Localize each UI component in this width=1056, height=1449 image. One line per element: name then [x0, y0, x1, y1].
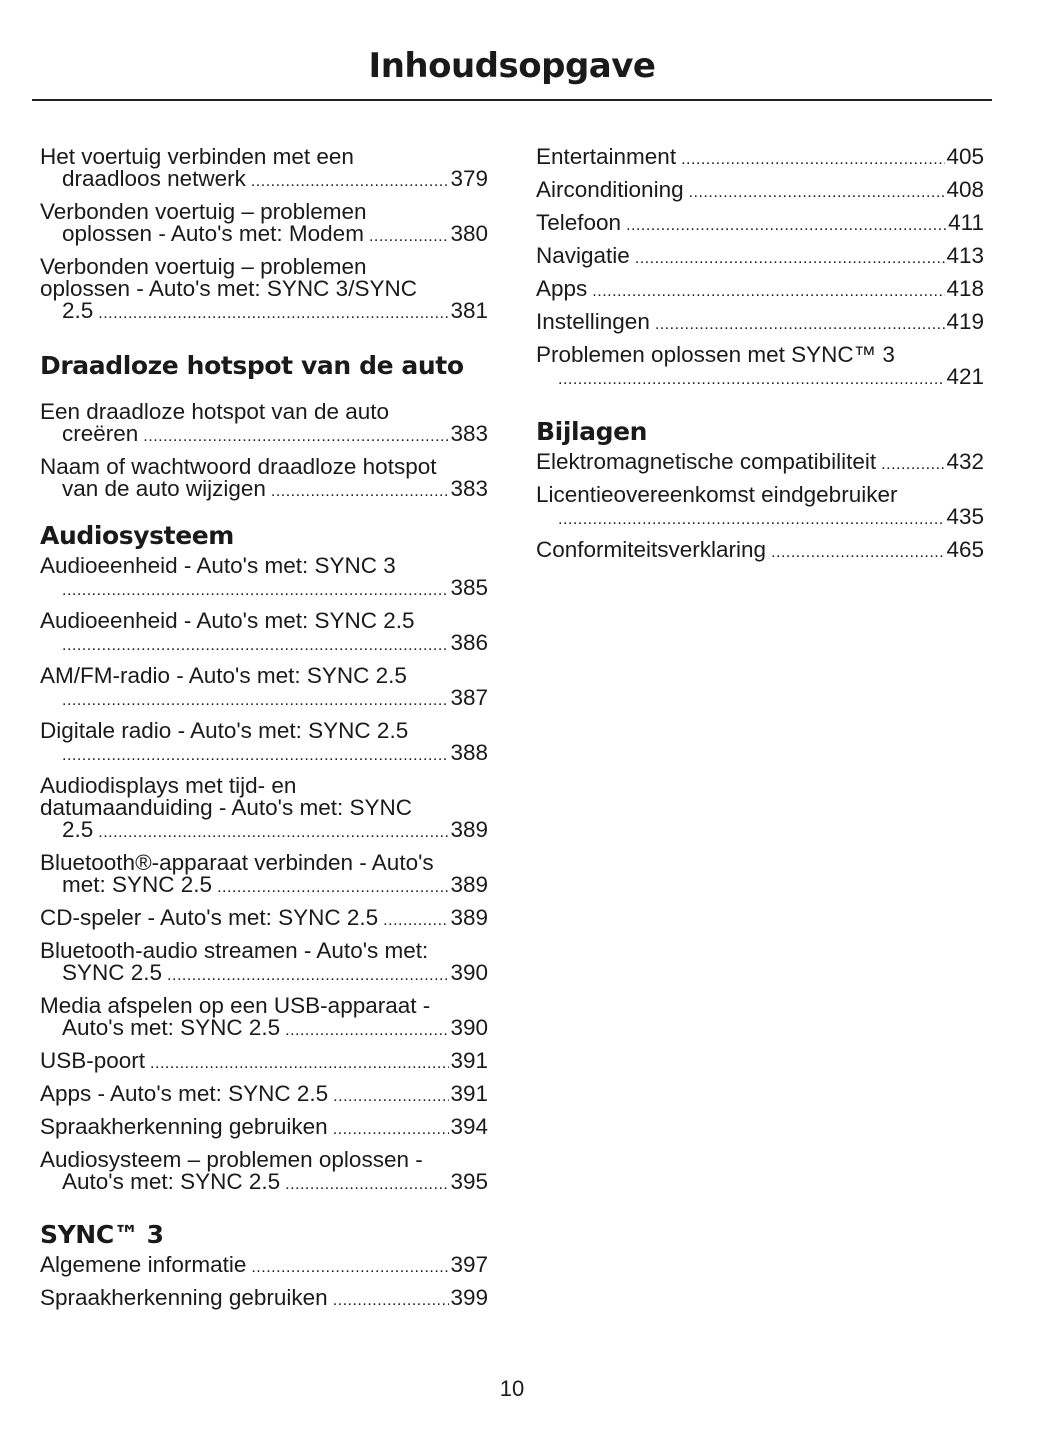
section-heading-sync3: SYNC™ 3 [40, 1220, 164, 1249]
toc-entry-page-number: 389 [450, 872, 488, 897]
toc-list-sync3 [40, 1254, 488, 1312]
toc-entry-page-number: 408 [946, 177, 984, 202]
toc-entry-page-number: 399 [450, 1285, 488, 1310]
dot-leader [271, 481, 450, 503]
toc-entry-page-number: 381 [450, 298, 488, 323]
toc-section-intro-left [40, 146, 488, 325]
toc-entry-page-number: 465 [946, 537, 984, 562]
toc-entry-page-number: 405 [946, 144, 984, 169]
toc-entry-title-line: Licentieovereenkomst eindgebruiker [536, 482, 898, 507]
toc-entry-page-number: 394 [450, 1114, 488, 1139]
toc-entry-leader-line [40, 742, 488, 767]
dot-leader [251, 171, 450, 193]
toc-entry-title-line: Bluetooth®-apparaat verbinden - Auto's [40, 850, 434, 875]
toc-entry-page-number: 435 [946, 504, 984, 529]
toc-entry-title-line: Audioeenheid - Auto's met: SYNC 3 [40, 553, 396, 578]
dot-leader [62, 635, 449, 657]
title-divider [32, 99, 992, 101]
toc-entry-leader-line [40, 632, 488, 657]
toc-entry-title-tail: Spraakherkenning gebruiken [40, 1285, 328, 1310]
toc-entry-page-number: 383 [450, 421, 488, 446]
toc-entry-leader-line [40, 478, 488, 503]
dot-leader [98, 822, 449, 844]
toc-entry-leader-line [40, 1116, 488, 1141]
toc-entry-page-number: 391 [450, 1048, 488, 1073]
toc-entry-title-tail: Telefoon [536, 210, 622, 235]
toc-entry[interactable] [40, 1050, 488, 1075]
toc-entry[interactable] [40, 775, 488, 844]
toc-entry-title-line: Media afspelen op een USB-apparaat - [40, 993, 431, 1018]
dot-leader [143, 426, 449, 448]
dot-leader [285, 1174, 449, 1196]
toc-entry[interactable] [536, 146, 984, 171]
toc-entry[interactable] [40, 555, 488, 602]
toc-entry-leader-line [536, 146, 984, 171]
dot-leader [626, 215, 947, 237]
toc-entry-leader-line [536, 212, 984, 237]
dot-leader [655, 314, 946, 336]
section-heading-hotspot: Draadloze hotspot van de auto [40, 351, 464, 380]
toc-entry[interactable] [40, 852, 488, 899]
toc-entry-title-line: AM/FM-radio - Auto's met: SYNC 2.5 [40, 663, 407, 688]
dot-leader [369, 226, 450, 248]
toc-entry[interactable] [536, 484, 984, 531]
toc-section-audio [40, 521, 488, 1196]
toc-entry-title-tail: 2.5 [62, 817, 94, 842]
toc-entry[interactable] [40, 456, 488, 503]
toc-entry-leader-line [40, 168, 488, 193]
toc-entry-title-tail: CD-speler - Auto's met: SYNC 2.5 [40, 905, 379, 930]
toc-entry-title-line: Het voertuig verbinden met een [40, 144, 354, 169]
dot-leader [558, 509, 945, 531]
toc-entry-title-tail: draadloos netwerk [62, 166, 246, 191]
toc-entry[interactable] [40, 995, 488, 1042]
toc-entry-title-tail: USB-poort [40, 1048, 146, 1073]
toc-entry-title-line: Audiodisplays met tijd- en [40, 773, 297, 798]
toc-entry-title-tail: Navigatie [536, 243, 630, 268]
toc-entry-page-number: 383 [450, 476, 488, 501]
toc-entry[interactable] [40, 256, 488, 325]
dot-leader [251, 1257, 449, 1279]
toc-entry-leader-line [536, 366, 984, 391]
toc-entry-title-tail: creëren [62, 421, 139, 446]
section-heading-audio: Audiosysteem [40, 521, 234, 550]
toc-entry-title-line: Verbonden voertuig – problemen [40, 199, 367, 224]
toc-entry-page-number: 391 [450, 1081, 488, 1106]
toc-entry-leader-line [536, 278, 984, 303]
toc-entry-title-line: Problemen oplossen met SYNC™ 3 [536, 342, 895, 367]
toc-entry-page-number: 418 [946, 276, 984, 301]
toc-entry[interactable] [40, 1149, 488, 1196]
dot-leader [150, 1053, 449, 1075]
dot-leader [881, 454, 945, 476]
toc-entry-title-line: Digitale radio - Auto's met: SYNC 2.5 [40, 718, 409, 743]
toc-entry-leader-line [40, 300, 488, 325]
toc-entry[interactable] [536, 344, 984, 391]
toc-entry-leader-line [40, 874, 488, 899]
toc-entry-title-line: datumaanduiding - Auto's met: SYNC [40, 795, 412, 820]
dot-leader [681, 149, 945, 171]
dot-leader [771, 542, 945, 564]
dot-leader [383, 910, 449, 932]
toc-entry-page-number: 419 [946, 309, 984, 334]
toc-section-sync3 [40, 1220, 488, 1312]
toc-entry-leader-line [40, 907, 488, 932]
toc-entry[interactable] [40, 940, 488, 987]
toc-entry-title-tail: van de auto wijzigen [62, 476, 266, 501]
toc-entry-page-number: 380 [450, 221, 488, 246]
toc-entry[interactable] [536, 451, 984, 476]
toc-entry[interactable] [536, 179, 984, 204]
dot-leader [98, 303, 449, 325]
toc-entry-leader-line [40, 423, 488, 448]
toc-entry-title-line: Een draadloze hotspot van de auto [40, 399, 390, 424]
toc-entry-page-number: 385 [450, 575, 488, 600]
toc-entry-title-tail: Elektromagnetische compatibiliteit [536, 449, 877, 474]
toc-entry[interactable] [40, 146, 488, 193]
section-heading-appendix: Bijlagen [536, 417, 648, 446]
toc-entry-leader-line [40, 1083, 488, 1108]
dot-leader [62, 745, 449, 767]
toc-entry-page-number: 390 [450, 1015, 488, 1040]
toc-entry-title-tail: oplossen - Auto's met: Modem [62, 221, 364, 246]
toc-section-appendix [536, 417, 984, 564]
toc-entry[interactable] [536, 278, 984, 303]
toc-entry-title-tail: Auto's met: SYNC 2.5 [62, 1015, 281, 1040]
toc-entry-page-number: 411 [948, 210, 984, 235]
toc-entry-title-tail: Entertainment [536, 144, 677, 169]
toc-entry-title-line: oplossen - Auto's met: SYNC 3/SYNC [40, 276, 417, 301]
toc-entry-leader-line [40, 1050, 488, 1075]
toc-entry[interactable] [40, 1254, 488, 1279]
toc-entry[interactable] [536, 539, 984, 564]
toc-entry[interactable] [536, 212, 984, 237]
dot-leader [689, 182, 946, 204]
toc-entry-leader-line [40, 687, 488, 712]
toc-entry[interactable] [40, 1287, 488, 1312]
toc-entry-title-tail: SYNC 2.5 [62, 960, 163, 985]
toc-entry-leader-line [40, 1254, 488, 1279]
toc-entry-title-line: Verbonden voertuig – problemen [40, 254, 367, 279]
toc-entry[interactable] [40, 610, 488, 657]
dot-leader [333, 1119, 450, 1141]
dot-leader [635, 248, 946, 270]
toc-entry-title-line: Bluetooth-audio streamen - Auto's met: [40, 938, 429, 963]
dot-leader [167, 965, 449, 987]
toc-entry-page-number: 386 [450, 630, 488, 655]
dot-leader [62, 690, 449, 712]
toc-entry-title-tail: Instellingen [536, 309, 650, 334]
toc-entry-leader-line [40, 1171, 488, 1196]
toc-list-hotspot [40, 401, 488, 503]
toc-entry-leader-line [536, 245, 984, 270]
dot-leader [558, 369, 945, 391]
dot-leader [592, 281, 945, 303]
toc-entry[interactable] [40, 1116, 488, 1141]
toc-entry[interactable] [40, 201, 488, 248]
toc-entry-title-tail: met: SYNC 2.5 [62, 872, 213, 897]
toc-entry-title-tail: Spraakherkenning gebruiken [40, 1114, 328, 1139]
toc-entry-leader-line [40, 223, 488, 248]
toc-entry-leader-line [40, 577, 488, 602]
toc-entry[interactable] [536, 311, 984, 336]
toc-entry-leader-line [40, 962, 488, 987]
toc-entry-title-tail: Conformiteitsverklaring [536, 537, 767, 562]
toc-column-right [536, 146, 984, 572]
dot-leader [62, 580, 449, 602]
toc-section-intro-right [536, 146, 984, 391]
toc-entry-leader-line [536, 311, 984, 336]
toc-entry-title-line: Audiosysteem – problemen oplossen - [40, 1147, 423, 1172]
toc-section-hotspot [40, 351, 488, 503]
toc-list-appendix [536, 451, 984, 564]
toc-entry-leader-line [536, 179, 984, 204]
toc-entry-leader-line [40, 1017, 488, 1042]
toc-entry-page-number: 379 [450, 166, 488, 191]
toc-entry-leader-line [536, 539, 984, 564]
dot-leader [333, 1086, 449, 1108]
toc-list-audio [40, 555, 488, 1196]
toc-entry-title-line: Audioeenheid - Auto's met: SYNC 2.5 [40, 608, 415, 633]
toc-entry-title-tail: 2.5 [62, 298, 94, 323]
dot-leader [217, 877, 449, 899]
toc-entry-page-number: 421 [946, 364, 984, 389]
toc-entry-title-tail: Apps [536, 276, 588, 301]
toc-entry-leader-line [40, 819, 488, 844]
toc-entry-title-tail: Airconditioning [536, 177, 684, 202]
toc-entry-title-tail: Apps - Auto's met: SYNC 2.5 [40, 1081, 329, 1106]
toc-entry-page-number: 389 [450, 817, 488, 842]
toc-entry-page-number: 395 [450, 1169, 488, 1194]
toc-entry-title-tail: Auto's met: SYNC 2.5 [62, 1169, 281, 1194]
toc-entry-page-number: 389 [450, 905, 488, 930]
toc-entry-leader-line [536, 451, 984, 476]
page-number: 10 [499, 1376, 525, 1401]
toc-entry-page-number: 388 [450, 740, 488, 765]
toc-entry-page-number: 397 [450, 1252, 488, 1277]
toc-column-left [40, 146, 488, 1320]
toc-entry[interactable] [40, 1083, 488, 1108]
toc-entry-leader-line [536, 506, 984, 531]
toc-entry-title-tail: Algemene informatie [40, 1252, 247, 1277]
toc-entry-page-number: 413 [946, 243, 984, 268]
toc-entry[interactable] [536, 245, 984, 270]
toc-entry-page-number: 390 [450, 960, 488, 985]
toc-entry-page-number: 387 [450, 685, 488, 710]
toc-entry[interactable] [40, 907, 488, 932]
toc-entry-leader-line [40, 1287, 488, 1312]
toc-entry[interactable] [40, 720, 488, 767]
toc-entry[interactable] [40, 401, 488, 448]
toc-entry[interactable] [40, 665, 488, 712]
page-title: Inhoudsopgave [368, 46, 656, 86]
toc-entry-page-number: 432 [946, 449, 984, 474]
toc-entry-title-line: Naam of wachtwoord draadloze hotspot [40, 454, 437, 479]
dot-leader [333, 1290, 450, 1312]
dot-leader [285, 1020, 449, 1042]
